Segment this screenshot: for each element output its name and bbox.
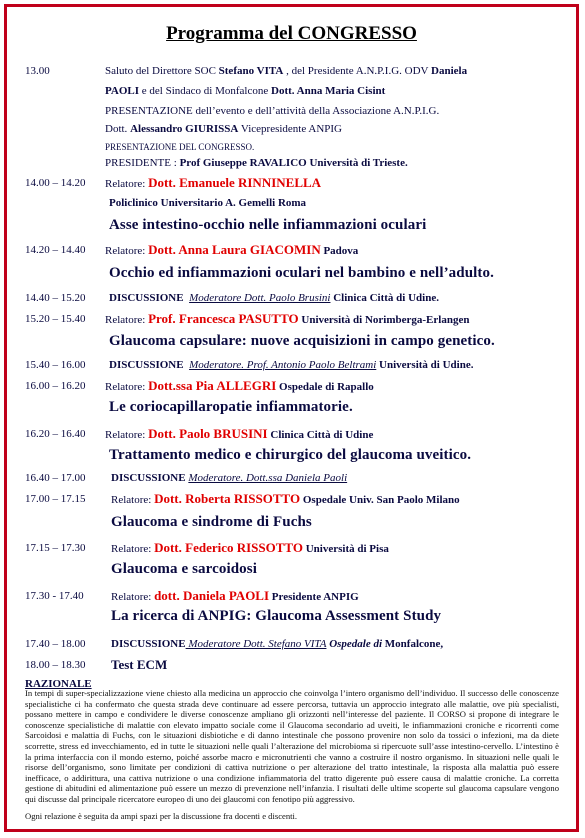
talk-title: Glaucoma e sarcoidosi [111,561,257,577]
speaker-affiliation: Padova [320,245,359,257]
speaker-affiliation: Policlinico Universitario A. Gemelli Roma [109,197,307,209]
opening-name: Prof Giuseppe RAVALICO Università di Trieste. [179,157,408,169]
moderator-affiliation: Monfalcone, [382,638,444,650]
rationale-title: RAZIONALE [25,678,92,690]
moderator-name: Moderatore Dott. Paolo Brusini [189,292,331,304]
opening-text: Saluto del Direttore SOC [105,65,219,77]
moderator-name: Moderatore. Prof. Antonio Paolo Beltrami [189,359,377,371]
speaker-label: Relatore: [105,314,149,326]
speaker-line [105,175,321,191]
opening-text: e del Sindaco di Monfalcone [139,85,271,97]
speaker-name: Dott. Roberta RISSOTTO [154,491,301,506]
opening-line-1 [105,65,467,77]
speaker-affiliation: Presidente ANPIG [269,591,359,603]
time-slot: 16.40 – 17.00 [25,472,86,484]
talk-title: Glaucoma capsulare: nuove acquisizioni in campo genetico. [109,333,495,349]
speaker-affiliation: Università di Norimberga-Erlangen [298,314,470,326]
time-slot: 16.20 – 16.40 [25,428,86,440]
speaker-label: Relatore: [105,381,149,393]
talk-title: Le coriocapillaropatie infiammatorie. [109,399,353,415]
talk-title: La ricerca di ANPIG: Glaucoma Assessment Study [111,608,442,624]
speaker-affiliation: Clinica Città di Udine [267,429,374,441]
speaker-line [105,378,374,394]
opening-text: Dott. [105,123,131,135]
time-slot: 17.00 – 17.15 [25,493,86,505]
time-slot: 17.15 – 17.30 [25,542,86,554]
speaker-name: Prof. Francesca PASUTTO [148,311,299,326]
speaker-label: Relatore: [111,591,155,603]
discussion-line [111,472,347,484]
time-slot: 14.20 – 14.40 [25,244,86,256]
talk-title: Glaucoma e sindrome di Fuchs [111,514,312,530]
opening-name: PAOLI [105,85,140,97]
opening-line-5: PRESENTAZIONE DEL CONGRESSO. [105,142,255,152]
time-slot: 16.00 – 16.20 [25,380,86,392]
page-title: Programma del CONGRESSO [166,23,417,44]
opening-name: Stefano VITA [218,65,284,77]
speaker-affiliation: Università di Pisa [302,543,389,555]
speaker-label: Relatore: [111,543,155,555]
speaker-affiliation: Ospedale Univ. San Paolo Milano [300,494,460,506]
speaker-label: Relatore: [105,245,149,257]
time-slot: 15.40 – 16.00 [25,359,86,371]
discussion-label: DISCUSSIONE [111,638,186,650]
discussion-line [111,638,443,650]
discussion-label: DISCUSSIONE [109,292,184,304]
speaker-name: Dott. Federico RISSOTTO [154,540,303,555]
speaker-label: Relatore: [105,178,149,190]
time-opening: 13.00 [25,65,50,77]
time-slot: 17.40 – 18.00 [25,638,86,650]
speaker-label: Relatore: [105,429,149,441]
discussion-line [109,292,439,304]
talk-title: Trattamento medico e chirurgico del glaucoma uveitico. [109,447,472,463]
speaker-line [111,491,460,507]
moderator-affiliation: Ospedale di [326,638,383,650]
speaker-name: Dott.ssa Pia ALLEGRI [148,378,277,393]
speaker-line [111,588,359,604]
moderator-name: Moderatore. Dott.ssa Daniela Paoli [188,472,348,484]
speaker-label: Relatore: [111,494,155,506]
talk-title: Asse intestino-occhio nelle infiammazioni oculari [109,217,427,233]
speaker-affiliation: Ospedale di Rapallo [276,381,374,393]
speaker-line [111,540,389,556]
time-slot: 14.00 – 14.20 [25,177,86,189]
discussion-line [109,359,473,371]
discussion-label: DISCUSSIONE [109,359,184,371]
rationale-body: In tempi di super-specializzazione viene chiesto alla medicina un approccio che coinvolga l’intero organismo dell’individuo. Il successo delle conoscenze specialistiche ci ha confermato che questa strada deve continuare ad essere percorsa, tuttavia un approccio integrato alle malattie, ove più specialisti, possano mettere in campo e condividere le diverse conoscenze ampliano gli orizzonti nell’interesse del paziente. Il CORSO si propone di integrare le conoscenze specialistiche di malattie con elevato impatto sociale come il Glaucoma secondario ad uveiti, le infiammazioni croniche e ricorrenti come Sarcoidosi e malattia di Fuchs, con le situazioni disbiotiche e di danno intestinale che possono provenire non solo da tossici o infezioni, ma da diete scorrette, stress ed invecchiamento, ed in tutte le situazioni nelle quali l’alterazione del microbioma si ripercuote sull’asse intestino-cervello. L’intestino è la prima interfaccia con il mondo esterno, poiché assorbe macro e micronutrienti che vanno a costruire il nostro organismo. In situazioni nelle quali le risorse dell’organismo, sono limitate per condizioni di cattiva nutrizione o per alterazione del tratto intestinale, la risposta alla malattia può essere inefficace, o addirittura, una cattiva nutrizione o una condizione infiammatoria del tratto digerente può essere causa di malattie croniche. La corretta gestione di abitudini ed alimentazione può essere un mezzo di prevenzione nell’infanzia. I risultati delle ultime scoperte sul glaucoma capsulare vengono qui discusse dal principale ricercatore europeo di uno dei glaucomi con fenotipo più aggressivo. [25,688,559,804]
time-slot: 15.20 – 15.40 [25,313,86,325]
discussion-label: DISCUSSIONE [111,472,186,484]
opening-name: Alessandro GIURISSA [130,123,239,135]
opening-text: PRESIDENTE : [105,157,180,169]
speaker-name: Dott. Anna Laura GIACOMIN [148,242,321,257]
time-slot: 14.40 – 15.20 [25,292,86,304]
moderator-affiliation: Università di Udine. [376,359,474,371]
opening-name: Dott. Anna Maria Cisint [271,85,386,97]
moderator-affiliation: Clinica Città di Udine. [330,292,439,304]
talk-title: Occhio ed infiammazioni oculari nel bambino e nell’adulto. [109,265,494,281]
speaker-line [105,242,358,258]
speaker-name: Dott. Emanuele RINNINELLA [148,175,322,190]
opening-line-3: PRESENTAZIONE dell’evento e dell’attività della Associazione A.N.P.I.G. [105,105,440,117]
speaker-name: Dott. Paolo BRUSINI [148,426,268,441]
time-slot: 17.30 - 17.40 [25,590,84,602]
opening-line-6 [105,157,408,169]
speaker-name: dott. Daniela PAOLI [154,588,270,603]
program-page [4,4,579,832]
opening-line-2 [105,85,385,97]
moderator-name: Moderatore Dott. Stefano VITA [185,638,327,650]
opening-line-4 [105,123,342,135]
opening-text: Vicepresidente ANPIG [238,123,342,135]
speaker-line [105,426,373,442]
speaker-line [105,311,469,327]
rationale-footer: Ogni relazione è seguita da ampi spazi per la discussione fra docenti e discenti. [25,811,298,821]
opening-text: , del Presidente A.N.P.I.G. ODV [283,65,432,77]
opening-name: Daniela [431,65,468,77]
ecm-test: Test ECM [111,657,168,672]
time-slot: 18.00 – 18.30 [25,659,86,671]
